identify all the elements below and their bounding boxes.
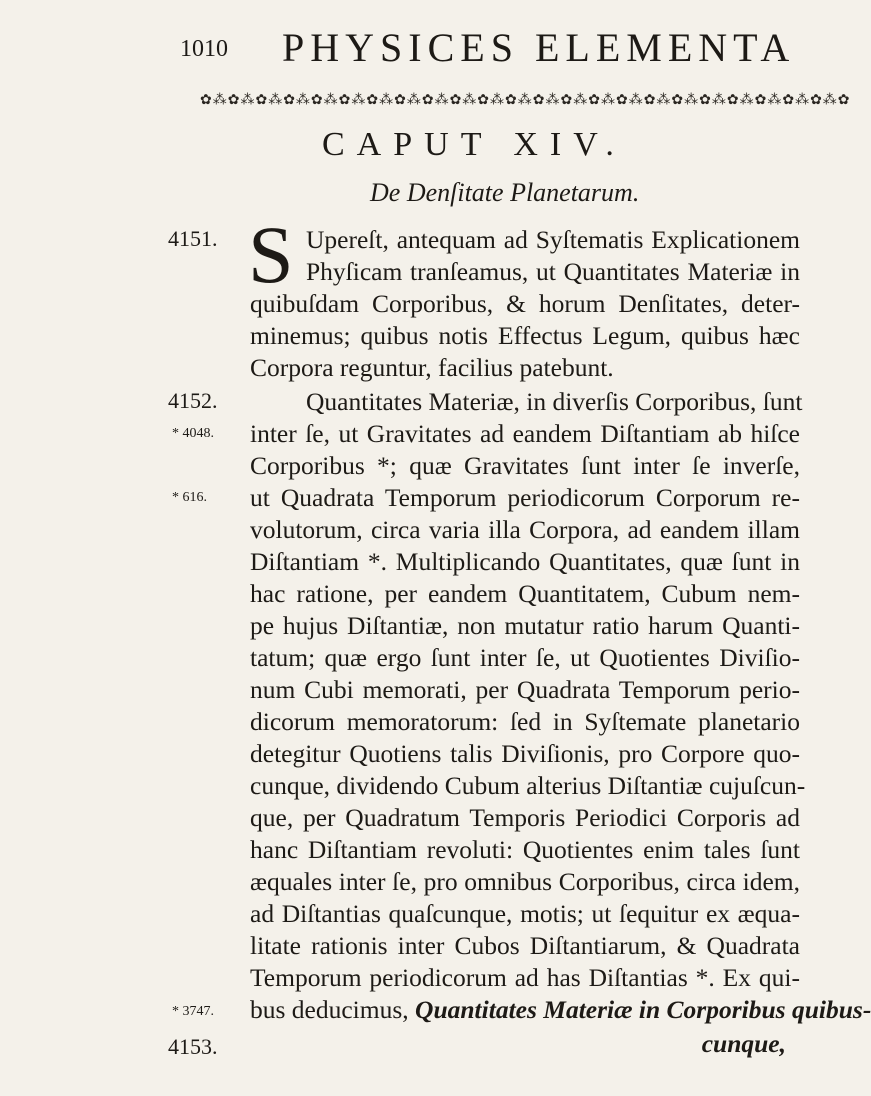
running-head: PHYSICES ELEMENTA [282,25,796,70]
text-line: cunque, dividendo Cubum alterius Diſtantiæ cujuſcun- [250,771,806,800]
text-line: Phyſicam tranſeamus, ut Quantitates Materiæ in [306,257,800,286]
text-line: Upereſt, antequam ad Syſtematis Explicationem [306,225,800,254]
text-line: inter ſe, ut Gravitates ad eandem Diſtantiam ab hiſce [250,419,800,448]
page-header [0,10,801,70]
margin-reference-3747: * 3747. [172,1004,214,1019]
text-line: litate rationis inter Cubos Diſtantiarum, & Quadrata [250,931,800,960]
text-line: quibuſdam Corporibus, & horum Denſitates, deter- [250,289,800,318]
chapter-title: CAPUT XIV. [322,126,626,163]
text-line: pe hujus Diſtantiæ, non mutatur ratio harum Quanti- [250,611,800,640]
margin-section-4151: 4151. [168,226,218,251]
text-line: Temporum periodicorum ad has Diſtantias *. Ex qui- [250,963,800,992]
drop-cap: S [248,209,294,300]
text-line: que, per Quadratum Temporis Periodici Corporis ad [250,803,800,832]
text-line [250,994,871,1026]
emphasized-text: Quantitates Materiæ in Corporibus quibus- [415,995,871,1024]
text-line: minemus; quibus notis Effectus Legum, quibus hæc [250,321,800,350]
text-line: ad Diſtantias quaſcunque, motis; ut ſequitur ex æqua- [250,899,800,928]
text-line: Diſtantiam *. Multiplicando Quantitates, quæ ſunt in [250,547,800,576]
text-line: hac ratione, per eandem Quantitatem, Cubum nem- [250,579,800,608]
text-line: Quantitates Materiæ, in diverſis Corporibus, ſunt [306,387,803,416]
page-number: 1010 [180,36,228,62]
text-line: hanc Diſtantiam revoluti: Quotientes enim tales ſunt [250,835,800,864]
margin-reference-4048: * 4048. [172,426,214,441]
catchword-line: cunque, [701,1029,786,1058]
text-line: num Cubi memorati, per Quadrata Temporum perio- [250,675,800,704]
ornament-band: ✿⁂✿⁂✿⁂✿⁂✿⁂✿⁂✿⁂✿⁂✿⁂✿⁂✿⁂✿⁂✿⁂✿⁂✿⁂✿⁂✿⁂✿⁂✿⁂✿⁂✿⁂✿⁂✿⁂✿ [200,92,851,108]
text-line: Corporibus *; quæ Gravitates ſunt inter ſe inverſe, [250,451,800,480]
margin-section-4153: 4153. [168,1034,218,1059]
text-line: ut Quadrata Temporum periodicorum Corporum re- [250,483,800,512]
margin-reference-616: * 616. [172,490,207,505]
chapter-subtitle: De Denſitate Planetarum. [370,178,640,207]
text-line: Corpora reguntur, facilius patebunt. [250,353,614,382]
text-line: volutorum, circa varia illa Corpora, ad eandem illam [250,515,800,544]
text-line: æquales inter ſe, pro omnibus Corporibus, circa idem, [250,867,800,896]
text-line: tatum; quæ ergo ſunt inter ſe, ut Quotientes Diviſio- [250,643,800,672]
text-line: detegitur Quotiens talis Diviſionis, pro Corpore quo- [250,739,800,768]
text-line: dicorum memoratorum: ſed in Syſtemate planetario [250,707,800,736]
margin-section-4152: 4152. [168,388,218,413]
text-span: bus deducimus, [250,995,416,1024]
